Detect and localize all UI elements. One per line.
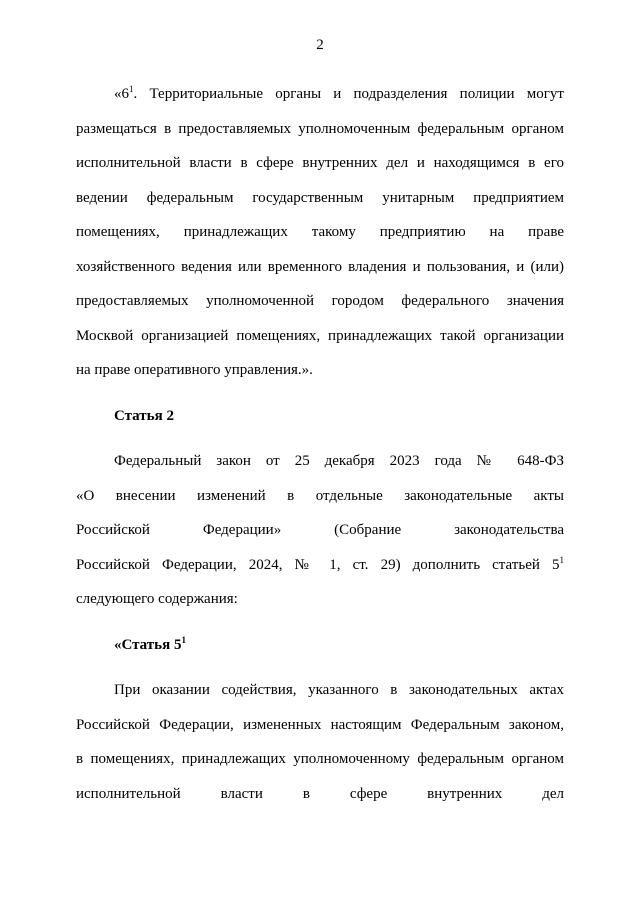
paragraph-lead: «6 xyxy=(114,86,129,102)
superscript: 1 xyxy=(181,634,186,645)
paragraph-6-1 xyxy=(76,77,564,388)
page-number: 2 xyxy=(316,37,324,53)
paragraph-line: помещениях, принадлежащих такому предприятию на праве xyxy=(76,224,564,240)
paragraph-line: на праве оперативного управления.». xyxy=(76,362,313,378)
paragraph-text: Российской Федерации, 2024, № 1, ст. 29) дополнить статьей 5 xyxy=(76,556,560,573)
superscript: 1 xyxy=(129,84,134,94)
paragraph-line: размещаться в предоставляемых уполномоченным федеральным органом xyxy=(76,120,564,137)
paragraph-line: предоставляемых уполномоченной городом федерального значения xyxy=(76,293,564,309)
superscript: 1 xyxy=(559,554,564,565)
article-2-paragraph xyxy=(76,444,564,617)
article-2-heading: Статья 2 xyxy=(114,407,174,424)
paragraph-line: в помещениях, принадлежащих уполномоченному федеральным органом xyxy=(76,751,564,767)
paragraph-line: «О внесении изменений в отдельные законодательные акты xyxy=(76,487,564,504)
paragraph-line: Федеральный закон от 25 декабря 2023 года № 648-ФЗ xyxy=(114,453,564,469)
paragraph-line: исполнительной власти в сфере внутренних дел и находящимся в его xyxy=(76,155,564,171)
paragraph-line: Российской Федерации» (Собрание законодательства xyxy=(76,522,564,538)
article-5-1-paragraph xyxy=(76,673,564,811)
heading-text: «Статья 5 xyxy=(114,636,182,653)
paragraph-line: исполнительной власти в сфере внутренних дел xyxy=(76,785,564,802)
paragraph-line: При оказании содействия, указанного в законодательных актах xyxy=(114,682,564,698)
paragraph-text: . Территориальные органы и подразделения полиции могут xyxy=(133,86,564,102)
paragraph-line: Москвой организацией помещениях, принадлежащих такой организации xyxy=(76,327,564,344)
paragraph-line xyxy=(76,77,564,112)
paragraph-line: ведении федеральным государственным унитарным предприятием xyxy=(76,189,564,206)
paragraph-line: следующего содержания: xyxy=(76,591,238,607)
document-body xyxy=(76,77,564,811)
paragraph-line: хозяйственного ведения или временного владения и пользования, и (или) xyxy=(76,258,564,275)
article-5-1-heading xyxy=(76,628,564,663)
paragraph-line: Российской Федерации, измененных настоящим Федеральным законом, xyxy=(76,716,564,733)
paragraph-line xyxy=(76,548,564,583)
